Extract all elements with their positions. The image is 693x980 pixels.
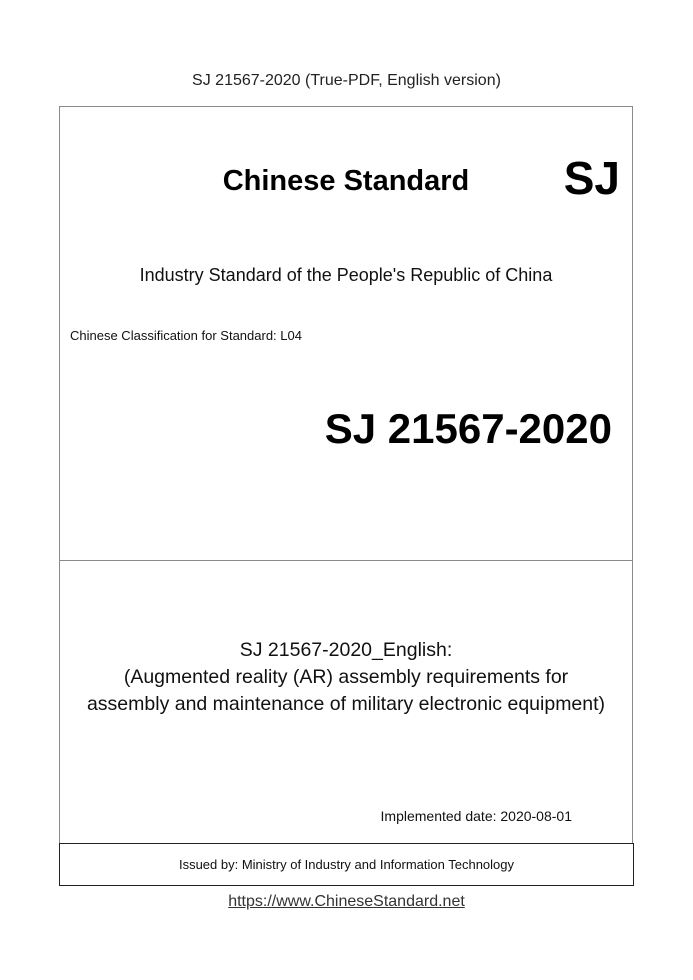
implemented-date: Implemented date: 2020-08-01 — [380, 808, 572, 824]
cover-heading: Chinese Standard — [222, 165, 470, 197]
classification-label: Chinese Classification for Standard: L04 — [70, 328, 302, 343]
industry-standard-label: Industry Standard of the People's Republic of China — [139, 265, 553, 285]
website-link[interactable]: https://www.ChineseStandard.net — [228, 893, 465, 910]
standard-number: SJ 21567-2020 — [324, 405, 612, 452]
cover-upper-section — [60, 107, 632, 561]
title-line: (Augmented reality (AR) assembly requirements for — [123, 666, 569, 688]
cover-frame — [59, 106, 633, 884]
issued-by-box — [59, 843, 634, 886]
document-header-title: SJ 21567-2020 (True-PDF, English version) — [192, 72, 501, 89]
standard-title-block — [60, 637, 632, 718]
issued-by-label: Issued by: Ministry of Industry and Information Technology — [178, 857, 515, 872]
title-line: assembly and maintenance of military electronic equipment) — [86, 693, 606, 715]
title-line: SJ 21567-2020_English: — [239, 639, 453, 661]
standard-mark: SJ — [563, 152, 620, 204]
